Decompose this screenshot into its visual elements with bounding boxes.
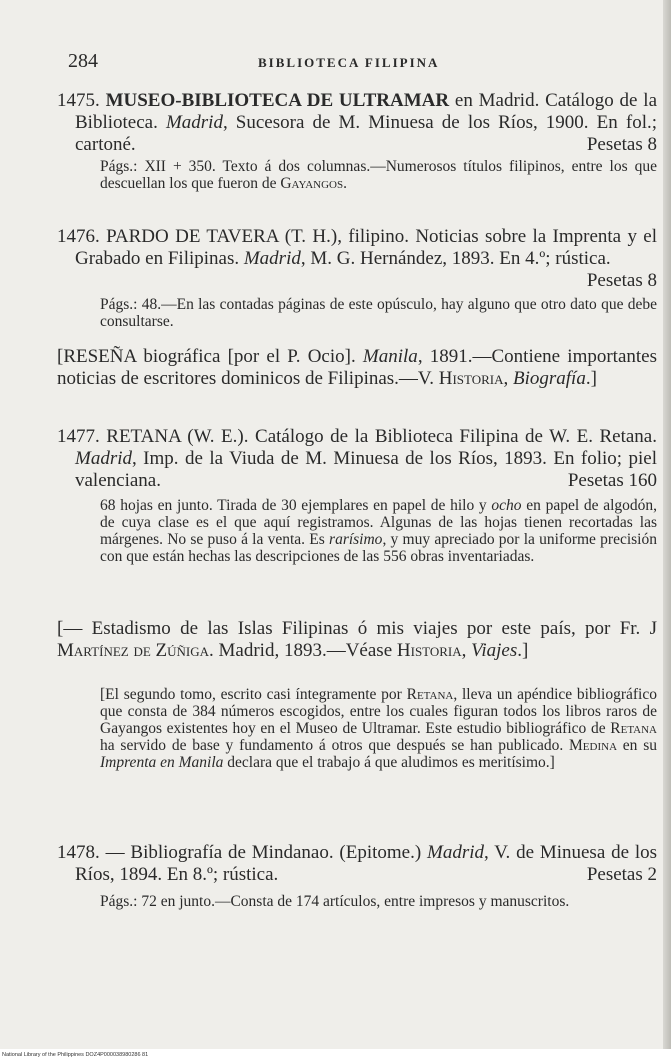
entry-place: Manila (362, 346, 418, 367)
entry-text: [— Estadismo de las Islas Filipinas ó mis viajes por este país, por Fr. J (57, 618, 657, 639)
note-emphasis: Imprenta en Manila (100, 754, 224, 771)
cross-ref-topic: Biografía (512, 368, 586, 389)
entry-text: , Imp. de la Viuda de M. Minuesa de los Ríos, 1893. En folio; piel valenciana. (75, 448, 657, 491)
entry-author: Martínez de Zúñiga (57, 640, 210, 661)
entry-note-estadismo (100, 686, 657, 771)
cross-ref-section: Historia (438, 368, 504, 389)
entry-text: . Madrid, 1893.—Véase (209, 640, 397, 661)
cross-ref-section: Historia (396, 640, 462, 661)
catalog-entry-resena (57, 346, 657, 390)
note-emphasis: rarísimo (329, 531, 383, 548)
entry-text: [RESEÑA biográfica [por el P. Ocio]. (57, 346, 363, 367)
entry-text: , Sucesora de M. Minuesa de los Ríos, 1900. En fol.; cartoné. (75, 112, 658, 155)
note-text: . (343, 175, 347, 192)
entry-note-1478: Págs.: 72 en junto.—Consta de 174 artículos, entre impresos y manuscritos. (100, 893, 570, 910)
page-number: 284 (68, 50, 98, 72)
note-text: ha servido de base y fundamento á otros que después se han publicado. (100, 737, 570, 754)
note-text: Págs.: XII + 350. Texto á dos columnas.—Numerosos títulos filipinos, entre los que descuellan los que fueron de (100, 158, 657, 192)
entry-number: 1476. (57, 226, 100, 247)
entry-text: , M. G. Hernández, 1893. En 4.º; rústica. (300, 248, 611, 269)
entry-price: Pesetas 8 (586, 134, 657, 155)
catalog-entry-1478 (57, 842, 658, 886)
entry-author: MUSEO-BIBLIOTECA DE ULTRAMAR (105, 90, 450, 111)
cross-ref-end: .] (585, 368, 597, 389)
entry-place: Madrid (165, 112, 223, 133)
note-text: , lleva un apéndice bibliográfico que consta de 384 números escogidos, entre los cuales figuran todos los libros raros de Gayangos existentes hoy en el Museo de Ultramar. Este estudio bibliográfico de (100, 686, 657, 737)
note-text: 68 hojas en junto. Tirada de 30 ejemplares en papel de hilo y (100, 497, 492, 514)
entry-price: Pesetas 2 (586, 864, 657, 885)
entry-price: Pesetas 8 (586, 270, 657, 291)
cross-ref-topic: Viajes (471, 640, 518, 661)
cross-ref-separator: , (503, 368, 513, 389)
entry-place: Madrid (75, 448, 132, 469)
entry-price: Pesetas 160 (567, 470, 657, 491)
note-text: declara que el trabajo á que aludimos es meritísimo.] (223, 754, 555, 771)
catalog-entry-1477 (57, 426, 657, 492)
entry-note-1475 (100, 158, 657, 192)
note-text: en papel de algodón, de cuya clase es el que aquí registramos. Algunas de las hojas tienen recortadas las márgenes. No se puso á la venta. Es (100, 497, 658, 548)
footer-strip (0, 1049, 671, 1059)
note-text: en su (617, 737, 657, 754)
entry-author: PARDO DE TAVERA (T. H.) (106, 226, 338, 247)
cross-ref-end: .] (517, 640, 529, 661)
entry-text: , V. de Minuesa de los Ríos, 1894. En 8.º; rústica. (75, 842, 658, 885)
entry-text: — Bibliografía de Mindanao. (Epitome.) (99, 842, 427, 863)
catalog-entry-1476 (57, 226, 657, 292)
note-name: Medina (569, 737, 618, 754)
note-text: , y muy apreciado por la uniforme precisión con que están hechas las descripciones de las 556 obras inventariadas. (100, 531, 657, 565)
entry-text: . Catálogo de la Biblioteca Filipina de W. E. Retana. (243, 426, 657, 447)
note-name: Retana (406, 686, 454, 703)
entry-text: , 1891.—Contiene importantes noticias de escritores dominicos de Filipinas.—V. (57, 346, 657, 389)
entry-place: Madrid (243, 248, 301, 269)
entry-text: en Madrid. Catálogo de la Biblioteca. (75, 90, 658, 133)
entry-author: RETANA (W. E.) (106, 426, 244, 447)
entry-note-1476: Págs.: 48.—En las contadas páginas de este opúsculo, hay alguno que otro dato que debe consultarse. (100, 296, 657, 330)
entry-note-1477 (100, 497, 657, 565)
note-text: [El segundo tomo, escrito casi íntegramente por (100, 686, 407, 703)
entry-number: 1477. (57, 426, 100, 447)
page-header (68, 50, 658, 74)
page-edge-shadow (663, 0, 671, 1059)
catalog-entry-1475 (57, 90, 658, 156)
note-name: Retana (610, 720, 657, 737)
cross-ref-separator: , (461, 640, 472, 661)
entry-number: 1475. (57, 90, 100, 111)
scan-credit: National Library of the Philippines DOZ4P000038980286 81 (2, 1052, 149, 1058)
note-name: Gayangos (280, 175, 344, 192)
entry-number: 1478. (57, 842, 100, 863)
entry-place: Madrid (427, 842, 484, 863)
note-emphasis: ocho (491, 497, 522, 514)
running-head: BIBLIOTECA FILIPINA (258, 55, 440, 70)
catalog-entry-estadismo (57, 618, 657, 662)
entry-text: , filipino. Noticias sobre la Imprenta y el Grabado en Filipinas. (75, 226, 657, 269)
